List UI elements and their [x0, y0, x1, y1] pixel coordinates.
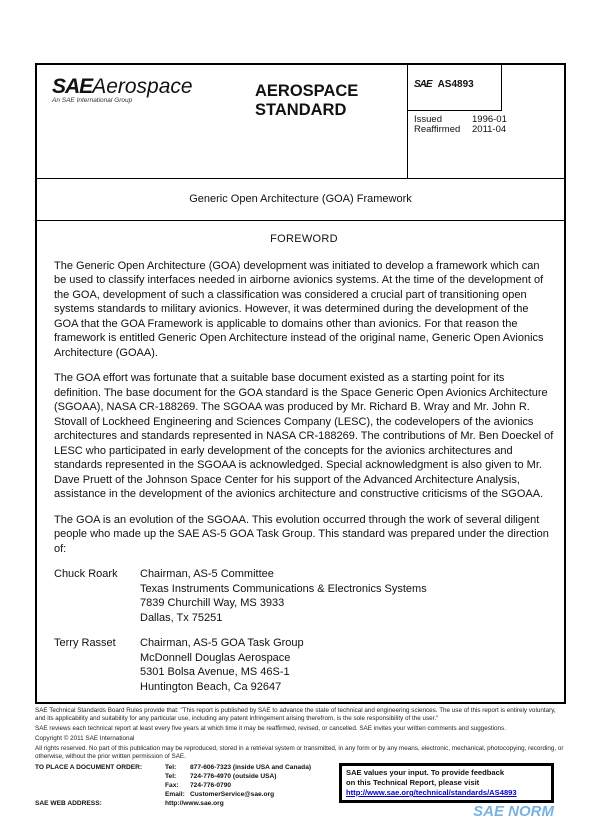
doc-number-cell — [408, 65, 502, 111]
reaffirmed-label: Reaffirmed — [414, 124, 461, 135]
document-title: Generic Open Architecture (GOA) Framework — [37, 179, 564, 221]
contact-line: Texas Instruments Communications & Electronics Systems — [140, 582, 427, 595]
watermark-logo: SAE NORM — [473, 803, 554, 820]
doc-info — [407, 65, 564, 179]
contact-line: McDonnell Douglas Aerospace — [140, 651, 291, 664]
contact-line: Huntington Beach, Ca 92647 — [140, 680, 282, 693]
document-frame — [35, 63, 566, 704]
contact-line: 5301 Bolsa Avenue, MS 46S-1 — [140, 666, 290, 678]
logo-sae: SAE — [52, 75, 93, 98]
footer-right — [339, 763, 554, 819]
web-link[interactable]: http://www.sae.org — [165, 800, 224, 807]
legal-text: SAE Technical Standards Board Rules provide that: "This report is published by SAE to advance the state of technical and engineering sciences. The use of this report is entirely voluntary, and its applicability and suitability for any particular use, including any patent infringement arising therefrom, is the sole responsibility of the user." — [35, 707, 556, 722]
contact-line: Dallas, Tx 75251 — [140, 611, 223, 624]
contact-line: Chairman, AS-5 Committee — [140, 568, 274, 580]
contact — [54, 567, 554, 625]
legal-text: All rights reserved. No part of this publication may be reproduced, stored in a retrieval system or transmitted, in any form or by any means, electronic, mechanical, photocopying, recording, or otherwise, without the prior written permission of SAE. — [35, 745, 564, 760]
fax-label: Fax: — [165, 782, 179, 789]
feedback-text: SAE values your input. To provide feedback — [346, 768, 505, 777]
foreword-heading: FOREWORD — [270, 233, 338, 245]
email-link[interactable]: CustomerService@sae.org — [190, 791, 275, 798]
issued-value: 1996-01 — [472, 114, 507, 125]
footer — [35, 704, 567, 819]
issue-dates — [414, 115, 507, 135]
tel-label: Tel: — [165, 764, 177, 771]
sae-small-logo: SAE — [414, 79, 432, 90]
standard-line1: AEROSPACE — [255, 82, 359, 100]
paragraph: The GOA is an evolution of the SGOAA. This evolution occurred through the work of several diligent people who made up the SAE AS-5 GOA Task Group. This standard was prepared under the direction of: — [54, 513, 549, 555]
legal-text: SAE reviews each technical report at least every five years at which time it may be reaffirmed, revised, or cancelled. SAE invites your written comments and suggestions. — [35, 725, 506, 732]
contact-name: Terry Rasset — [54, 637, 116, 649]
sae-aerospace-logo — [52, 75, 193, 104]
email-label: Email: — [165, 791, 185, 798]
header — [37, 65, 564, 179]
contact-line: Chairman, AS-5 GOA Task Group — [140, 637, 304, 649]
standard-line2: STANDARD — [255, 101, 347, 119]
paragraph: The GOA effort was fortunate that a suitable base document existed as a starting point for its definition. The base document for the GOA standard is the Space Generic Open Avionics Architecture (SGOAA), NASA CR-188269. The SGOAA was produced by Mr. Richard B. Wray and Mr. John R. Stovall of Lockheed Engineering and Sciences Company (LESC), the codevelopers of the avionics architectures and standards represented in NASA CR-188269. The contributions of Mr. Ben Doeckel of LESC who participated in early development of the concepts for the avionics architectures and standards represented in the SGOAA is acknowledged. Special acknowledgment is also given to Mr. Dave Pruett of the Johnson Space Center for his support of the Advanced Architecture Analysis, assistance in the development of the avionics architecture and constructive criticisms of the SGOAA. — [54, 372, 554, 500]
contact — [54, 636, 554, 694]
legal-notice — [35, 707, 567, 761]
standard-type — [255, 82, 358, 120]
feedback-box — [339, 763, 554, 803]
contact-line: 7839 Churchill Way, MS 3933 — [140, 597, 285, 609]
tel-value: 877-606-7323 (inside USA and Canada) — [190, 764, 312, 771]
contact-name: Chuck Roark — [54, 568, 118, 580]
logo-subtitle: An SAE International Group — [52, 97, 133, 104]
doc-number: AS4893 — [437, 79, 474, 90]
fax-value: 724-776-0790 — [190, 782, 232, 789]
feedback-text: on this Technical Report, please visit — [346, 778, 480, 787]
logo-aerospace: Aerospace — [92, 75, 193, 98]
copyright: Copyright © 2011 SAE International — [35, 735, 135, 742]
foreword — [54, 232, 554, 694]
reaffirmed-value: 2011-04 — [472, 124, 507, 135]
paragraph: The Generic Open Architecture (GOA) development was initiated to develop a framework which can be used to classify interfaces needed in airborne avionics systems. At the time of the development of the GOA, development of such a classification was considered a crucial part of transitioning open systems standards to military avionics. However, it was determined during the development of the GOA that the GOA Framework is applicable to domains other than avionics. For that reason the framework is entitled Generic Open Architecture instead of the original name, Generic Open Avionics Architecture (GOAA). — [54, 259, 544, 359]
tel-label: Tel: — [165, 773, 177, 780]
footer-row — [35, 763, 567, 819]
order-info — [35, 763, 311, 808]
issued-label: Issued — [414, 114, 442, 125]
tel-value: 724-776-4970 (outside USA) — [190, 773, 277, 780]
order-label: TO PLACE A DOCUMENT ORDER: — [35, 764, 143, 771]
feedback-link[interactable]: http://www.sae.org/technical/standards/AS4893 — [346, 788, 517, 797]
web-label: SAE WEB ADDRESS: — [35, 800, 102, 807]
